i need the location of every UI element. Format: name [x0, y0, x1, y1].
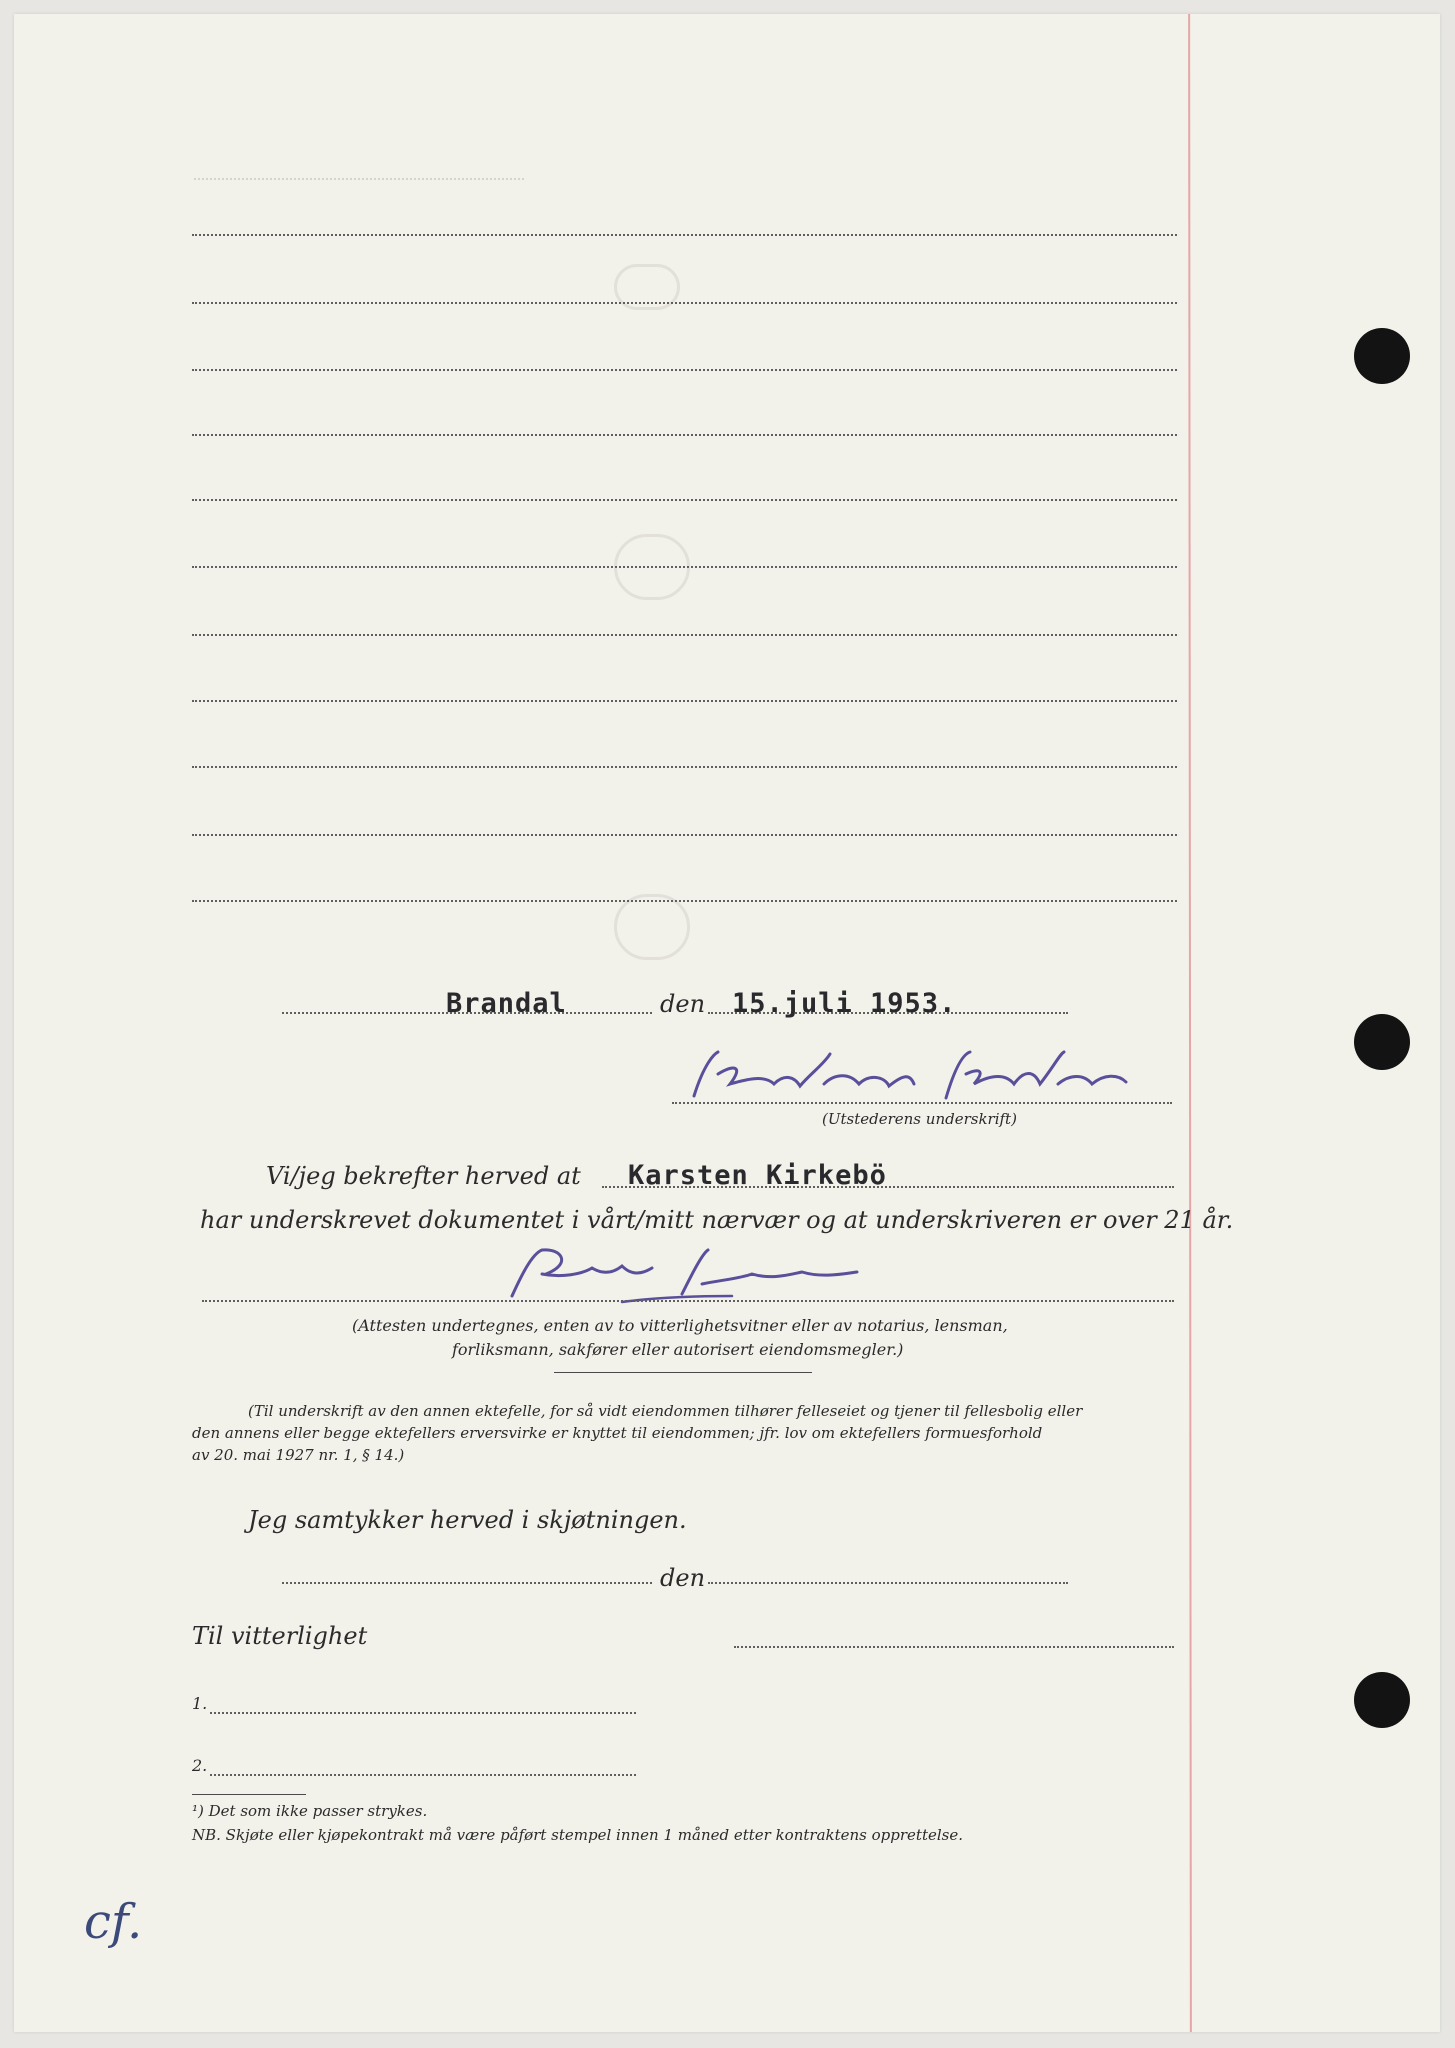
witness-signature	[502, 1244, 862, 1314]
blank-line-3	[192, 369, 1177, 371]
footnote-divider	[192, 1794, 306, 1795]
attest-note-line-1: (Attesten undertegnes, enten av to vitterlighetsvitner eller av notarius, lensman,	[352, 1316, 1008, 1335]
certify-prefix: Vi/jeg bekrefter herved at	[266, 1162, 581, 1190]
witness-signature-line	[202, 1300, 1174, 1302]
place-text: Brandal	[446, 988, 567, 1019]
issuer-caption: (Utstederens underskrift)	[822, 1110, 1017, 1128]
margin-handwriting: cf.	[84, 1894, 143, 1950]
footnote-nb: NB. Skjøte eller kjøpekontrakt må være påført stempel innen 1 måned etter kontraktens opprettelse.	[192, 1826, 963, 1844]
document-page	[14, 14, 1440, 2032]
attest-note-line-2: forliksmann, sakfører eller autorisert eiendomsmegler.)	[452, 1340, 904, 1359]
footnote-1: ¹) Det som ikke passer strykes.	[192, 1802, 428, 1820]
bleed-through-mark	[614, 894, 690, 960]
blank-line-5	[192, 499, 1177, 501]
spouse-note-line-1: (Til underskrift av den annen ektefelle, for så vidt eiendommen tilhører felleseiet og tjener til fellesbolig eller	[248, 1402, 1083, 1420]
consent-place-line	[282, 1582, 652, 1584]
blank-line-11	[192, 900, 1177, 902]
spouse-note-line-2: den annens eller begge ektefellers erversvirke er knyttet til eiendommen; jfr. lov om ektefellers formuesforhold	[192, 1424, 1043, 1442]
consent-date-line	[708, 1582, 1068, 1584]
blank-line-8	[192, 700, 1177, 702]
date-text: 15.juli 1953.	[732, 988, 957, 1019]
blank-line-6	[192, 566, 1177, 568]
spouse-note-line-3: av 20. mai 1927 nr. 1, § 14.)	[192, 1446, 405, 1464]
witness-2-label: 2.	[192, 1756, 208, 1775]
witness-1-label: 1.	[192, 1694, 208, 1713]
issuer-signature-line	[672, 1102, 1172, 1104]
certified-name: Karsten Kirkebö	[628, 1160, 887, 1191]
red-margin-line	[1188, 14, 1192, 2032]
witness-heading: Til vitterlighet	[192, 1622, 368, 1650]
witness-1-line	[210, 1712, 636, 1714]
punch-hole-top	[1354, 328, 1410, 384]
witness-2-line	[210, 1774, 636, 1776]
punch-hole-middle	[1354, 1014, 1410, 1070]
consent-text: Jeg samtykker herved i skjøtningen.	[248, 1506, 687, 1534]
blank-line-10	[192, 834, 1177, 836]
certify-line-2: har underskrevet dokumentet i vårt/mitt nærvær og at underskriveren er over 21 år.	[200, 1206, 1234, 1234]
section-divider	[554, 1372, 812, 1373]
blank-line-4	[192, 434, 1177, 436]
den-label: den	[660, 990, 706, 1018]
blank-line-1	[192, 234, 1177, 236]
consent-signature-line	[734, 1646, 1174, 1648]
den-label-2: den	[660, 1564, 706, 1592]
blank-line-2	[192, 302, 1177, 304]
punch-hole-bottom	[1354, 1672, 1410, 1728]
blank-line-9	[192, 766, 1177, 768]
blank-line-7	[192, 634, 1177, 636]
bleed-through-mark	[194, 164, 524, 180]
